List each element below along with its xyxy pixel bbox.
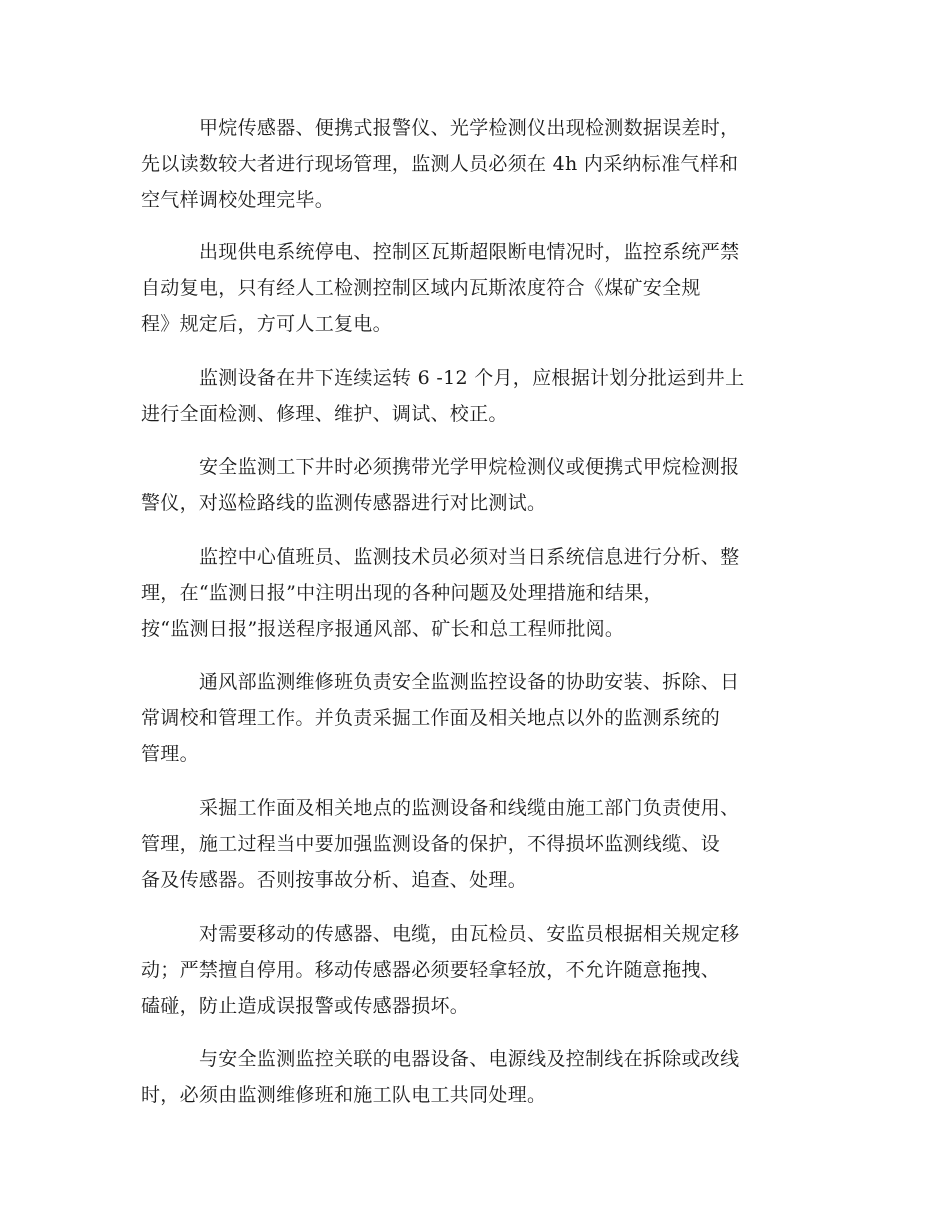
- paragraph-line: 监测设备在井下连续运转 6 -12 个月，应根据计划分批运到井上: [199, 367, 745, 389]
- paragraph-moving-sensors: [141, 916, 811, 1024]
- paragraph-daily-report: [141, 539, 811, 647]
- paragraph-line: 与安全监测监控关联的电器设备、电源线及控制线在拆除或改线: [199, 1048, 740, 1070]
- paragraph-line: 采掘工作面及相关地点的监测设备和线缆由施工部门负责使用、: [199, 797, 740, 819]
- paragraph-line: 先以读数较大者进行现场管理，监测人员必须在 4h 内采纳标准气样和: [141, 153, 739, 175]
- paragraph-line: 磕碰，防止造成误报警或传感器损坏。: [141, 995, 470, 1017]
- paragraph-line: 管理。: [141, 743, 199, 765]
- paragraph-line: 出现供电系统停电、控制区瓦斯超限断电情况时，监控系统严禁: [199, 241, 740, 263]
- paragraph-wiring-changes: [141, 1041, 811, 1113]
- paragraph-line: 管理，施工过程当中要加强监测设备的保护，不得损坏监测线缆、设: [141, 833, 721, 855]
- paragraph-line: 理，在“监测日报”中注明出现的各种问题及处理措施和结果，: [141, 582, 663, 604]
- paragraph-line: 警仪，对巡检路线的监测传感器进行对比测试。: [141, 492, 547, 514]
- paragraph-inspection-testing: [141, 449, 811, 521]
- paragraph-line: 对需要移动的传感器、电缆，由瓦检员、安监员根据相关规定移: [199, 923, 740, 945]
- paragraph-line: 安全监测工下井时必须携带光学甲烷检测仪或便携式甲烷检测报: [199, 456, 740, 478]
- paragraph-line: 常调校和管理工作。并负责采掘工作面及相关地点以外的监测系统的: [141, 707, 721, 729]
- paragraph-working-face-equipment: [141, 790, 811, 898]
- paragraph-equipment-maintenance: [141, 360, 811, 432]
- paragraph-line: 进行全面检测、修理、维护、调试、校正。: [141, 403, 508, 425]
- paragraph-power-outage: [141, 234, 811, 342]
- paragraph-line: 动；严禁擅自停用。移动传感器必须要轻拿轻放，不允许随意拖拽、: [141, 959, 721, 981]
- paragraph-gas-sensor-error: [141, 110, 811, 218]
- paragraph-line: 甲烷传感器、便携式报警仪、光学检测仪出现检测数据误差时，: [199, 117, 740, 139]
- paragraph-line: 空气样调校处理完毕。: [141, 189, 335, 211]
- paragraph-line: 监控中心值班员、监测技术员必须对当日系统信息进行分析、整: [199, 546, 740, 568]
- paragraph-line: 程》规定后，方可人工复电。: [141, 313, 392, 335]
- paragraph-ventilation-team: [141, 664, 811, 772]
- paragraph-line: 备及传感器。否则按事故分析、追查、处理。: [141, 869, 528, 891]
- paragraph-line: 自动复电，只有经人工检测控制区域内瓦斯浓度符合《煤矿安全规: [141, 277, 701, 299]
- paragraph-line: 按“监测日报”报送程序报通风部、矿长和总工程师批阅。: [141, 618, 625, 640]
- paragraph-line: 通风部监测维修班负责安全监测监控设备的协助安装、拆除、日: [199, 671, 740, 693]
- paragraph-line: 时，必须由监测维修班和施工队电工共同处理。: [141, 1084, 547, 1106]
